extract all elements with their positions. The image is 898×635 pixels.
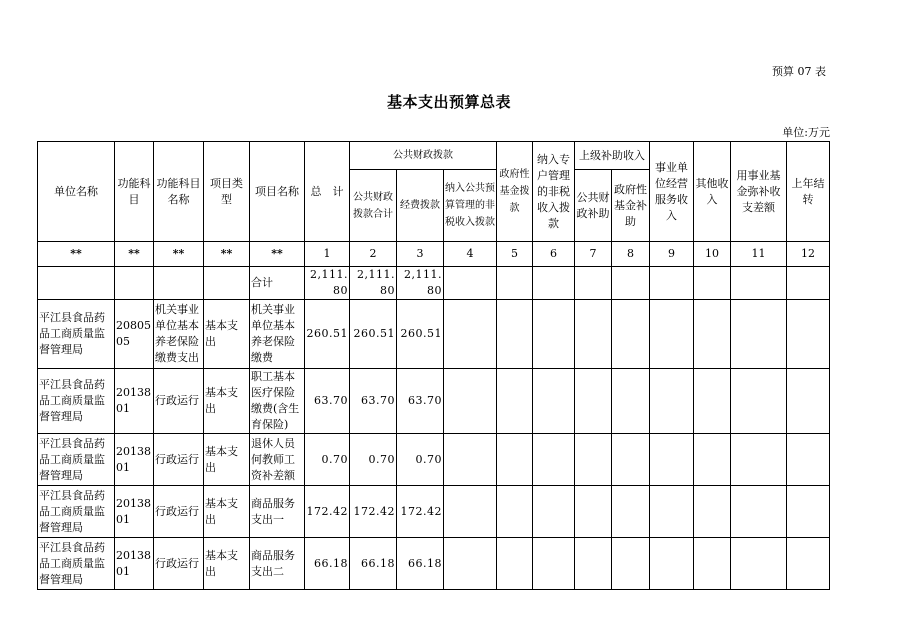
item-name-cell: 商品服务支出一: [250, 486, 305, 538]
header-public-finance-total: 公共财政拨款合计: [350, 170, 397, 242]
empty-cell: [694, 486, 731, 538]
funding-cell: 260.51: [397, 300, 444, 369]
empty-cell: [731, 434, 787, 486]
empty-cell: [533, 434, 575, 486]
header-business-income: 事业单位经营服务收入: [650, 142, 694, 242]
func-code-cell: 2013801: [115, 538, 154, 590]
empty-cell: [787, 486, 830, 538]
func-code-cell: 2013801: [115, 486, 154, 538]
index-cell: **: [250, 242, 305, 267]
empty-cell: [444, 369, 497, 434]
index-cell: **: [154, 242, 204, 267]
public-finance-cell: 0.70: [350, 434, 397, 486]
empty-cell: [787, 369, 830, 434]
unit-name-cell: 平江县食品药品工商质量监督管理局: [38, 434, 115, 486]
header-superior-public: 公共财政补助: [575, 170, 612, 242]
index-cell: 1: [305, 242, 350, 267]
empty-cell: [650, 486, 694, 538]
header-item-type: 项目类型: [204, 142, 250, 242]
item-name-cell: 退休人员何教师工资补差额: [250, 434, 305, 486]
empty-cell: [650, 369, 694, 434]
func-name-cell: 行政运行: [154, 486, 204, 538]
item-type-cell: 基本支出: [204, 434, 250, 486]
header-other-income: 其他收入: [694, 142, 731, 242]
public-finance-cell: 260.51: [350, 300, 397, 369]
index-cell: **: [204, 242, 250, 267]
header-nontax: 纳入公共预算管理的非税收入拨款: [444, 170, 497, 242]
empty-cell: [444, 434, 497, 486]
index-cell: 12: [787, 242, 830, 267]
item-name-cell: 商品服务支出二: [250, 538, 305, 590]
empty-cell: [694, 538, 731, 590]
unit-label: 单位:万元: [782, 126, 830, 139]
header-func-code: 功能科目: [115, 142, 154, 242]
index-row: [38, 242, 830, 267]
total-row: [38, 267, 830, 300]
empty-cell: [650, 434, 694, 486]
empty-cell: [575, 300, 612, 369]
func-name-cell: 行政运行: [154, 369, 204, 434]
header-unit-name: 单位名称: [38, 142, 115, 242]
funding-cell: 66.18: [397, 538, 444, 590]
header-total: 总 计: [305, 142, 350, 242]
public-finance-cell: 66.18: [350, 538, 397, 590]
item-type-cell: 基本支出: [204, 486, 250, 538]
total-cell: 172.42: [305, 486, 350, 538]
unit-name-cell: 平江县食品药品工商质量监督管理局: [38, 300, 115, 369]
header-item-name: 项目名称: [250, 142, 305, 242]
func-name-cell: 机关事业单位基本养老保险缴费支出: [154, 300, 204, 369]
total-cell: 260.51: [305, 300, 350, 369]
total-cell: 63.70: [305, 369, 350, 434]
total-cell: 0.70: [305, 434, 350, 486]
unit-name-cell: 平江县食品药品工商质量监督管理局: [38, 538, 115, 590]
table-row: [38, 538, 830, 590]
empty-cell: [787, 434, 830, 486]
table-row: [38, 369, 830, 434]
index-cell: 6: [533, 242, 575, 267]
budget-table: [37, 141, 830, 590]
index-cell: 5: [497, 242, 533, 267]
empty-cell: [612, 300, 650, 369]
empty-cell: [575, 538, 612, 590]
empty-cell: [533, 538, 575, 590]
index-cell: **: [115, 242, 154, 267]
empty-cell: [731, 369, 787, 434]
empty-cell: [650, 538, 694, 590]
form-number: 预算 07 表: [772, 65, 826, 78]
page-title: 基本支出预算总表: [386, 93, 511, 111]
header-func-name: 功能科目名称: [154, 142, 204, 242]
empty-cell: [612, 434, 650, 486]
item-name-cell: 职工基本医疗保险缴费(含生育保险): [250, 369, 305, 434]
public-finance-cell: 172.42: [350, 486, 397, 538]
header-gov-fund: 政府性基金拨款: [497, 142, 533, 242]
empty-cell: [650, 300, 694, 369]
empty-cell: [612, 486, 650, 538]
index-cell: 8: [612, 242, 650, 267]
func-code-cell: 2013801: [115, 369, 154, 434]
empty-cell: [787, 538, 830, 590]
empty-cell: [497, 369, 533, 434]
item-type-cell: 基本支出: [204, 300, 250, 369]
index-cell: 3: [397, 242, 444, 267]
total-cell: 2,111.80: [305, 267, 350, 300]
header-carryover: 上年结转: [787, 142, 830, 242]
header-special-account: 纳入专户管理的非税收入拨款: [533, 142, 575, 242]
empty-cell: [612, 369, 650, 434]
func-name-cell: 行政运行: [154, 538, 204, 590]
item-type-cell: 基本支出: [204, 538, 250, 590]
empty-cell: [444, 538, 497, 590]
empty-cell: [444, 300, 497, 369]
table-row: [38, 300, 830, 369]
empty-cell: [731, 486, 787, 538]
empty-cell: [694, 300, 731, 369]
empty-cell: [497, 434, 533, 486]
empty-cell: [575, 434, 612, 486]
header-superior-subsidy: 上级补助收入: [575, 142, 650, 170]
empty-cell: [497, 486, 533, 538]
empty-cell: [444, 486, 497, 538]
empty-cell: [497, 300, 533, 369]
index-cell: 2: [350, 242, 397, 267]
funding-cell: 0.70: [397, 434, 444, 486]
total-funding-cell: 2,111.80: [397, 267, 444, 300]
table-row: [38, 434, 830, 486]
header-public-finance: 公共财政拨款: [350, 142, 497, 170]
index-cell: 9: [650, 242, 694, 267]
total-public-cell: 2,111.80: [350, 267, 397, 300]
func-code-cell: 2013801: [115, 434, 154, 486]
empty-cell: [731, 538, 787, 590]
unit-name-cell: 平江县食品药品工商质量监督管理局: [38, 369, 115, 434]
empty-cell: [533, 369, 575, 434]
empty-cell: [533, 300, 575, 369]
index-cell: 10: [694, 242, 731, 267]
funding-cell: 63.70: [397, 369, 444, 434]
total-label: 合计: [250, 267, 305, 300]
funding-cell: 172.42: [397, 486, 444, 538]
item-name-cell: 机关事业单位基本养老保险缴费: [250, 300, 305, 369]
empty-cell: [497, 538, 533, 590]
table-row: [38, 486, 830, 538]
empty-cell: [612, 538, 650, 590]
func-code-cell: 2080505: [115, 300, 154, 369]
index-cell: **: [38, 242, 115, 267]
total-cell: 66.18: [305, 538, 350, 590]
empty-cell: [575, 369, 612, 434]
index-cell: 11: [731, 242, 787, 267]
header-superior-gov: 政府性基金补助: [612, 170, 650, 242]
empty-cell: [575, 486, 612, 538]
empty-cell: [787, 300, 830, 369]
public-finance-cell: 63.70: [350, 369, 397, 434]
index-cell: 4: [444, 242, 497, 267]
header-fund-balance: 用事业基金弥补收支差额: [731, 142, 787, 242]
empty-cell: [694, 434, 731, 486]
index-cell: 7: [575, 242, 612, 267]
empty-cell: [731, 300, 787, 369]
unit-name-cell: 平江县食品药品工商质量监督管理局: [38, 486, 115, 538]
empty-cell: [533, 486, 575, 538]
header-funding: 经费拨款: [397, 170, 444, 242]
func-name-cell: 行政运行: [154, 434, 204, 486]
empty-cell: [694, 369, 731, 434]
item-type-cell: 基本支出: [204, 369, 250, 434]
